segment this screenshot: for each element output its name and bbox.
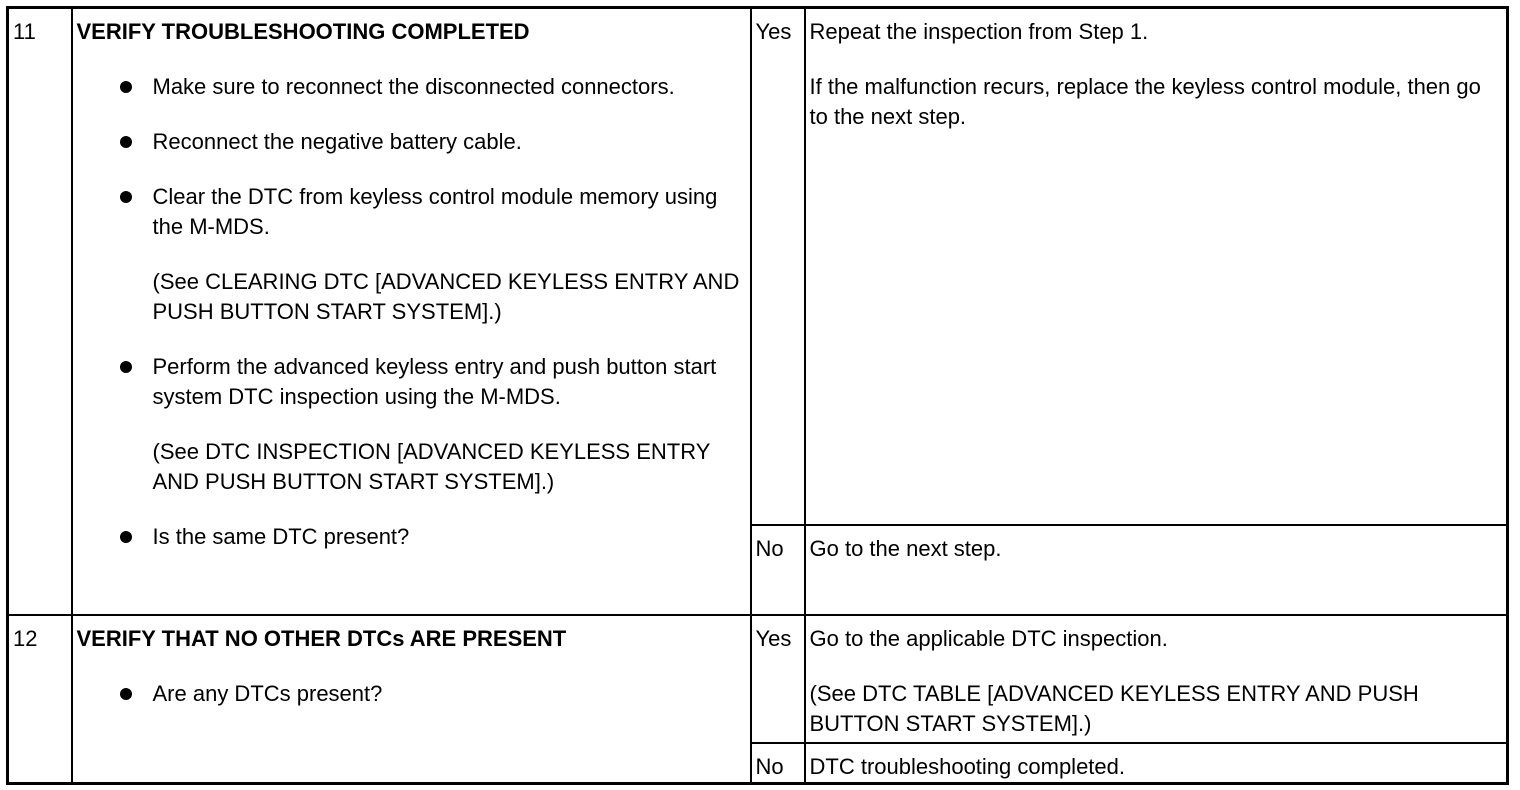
bullet-icon xyxy=(120,361,132,373)
no-action xyxy=(805,525,1508,615)
step-title: VERIFY THAT NO OTHER DTCs ARE PRESENT xyxy=(76,625,567,651)
yes-label: Yes xyxy=(751,615,805,743)
troubleshooting-page xyxy=(6,6,1506,782)
yes-action xyxy=(805,615,1508,743)
inspection-text: Make sure to reconnect the disconnected connectors. xyxy=(152,74,675,99)
troubleshooting-table xyxy=(6,6,1509,785)
inspection-item xyxy=(153,679,746,709)
inspection-text: Clear the DTC from keyless control module memory using the M-MDS. xyxy=(152,184,718,239)
bullet-icon xyxy=(120,81,132,93)
step-row xyxy=(8,8,1508,525)
yes-action xyxy=(805,8,1508,525)
step-number: 12 xyxy=(8,615,72,784)
step-row xyxy=(8,615,1508,743)
step-inspection xyxy=(72,8,751,615)
reference-note: (See DTC INSPECTION [ADVANCED KEYLESS ENTRY AND PUSH BUTTON START SYSTEM].) xyxy=(152,439,710,494)
step-number: 11 xyxy=(8,8,72,615)
action-text: DTC troubleshooting completed. xyxy=(809,753,1125,779)
inspection-item xyxy=(153,182,746,327)
step-title: VERIFY TROUBLESHOOTING COMPLETED xyxy=(76,19,530,44)
action-text: (See DTC TABLE [ADVANCED KEYLESS ENTRY AND PUSH BUTTON START SYSTEM].) xyxy=(809,680,1419,736)
no-action xyxy=(805,743,1508,784)
action-text: Go to the applicable DTC inspection. xyxy=(809,625,1168,651)
no-label: No xyxy=(751,743,805,784)
inspection-text: Is the same DTC present? xyxy=(152,524,410,549)
inspection-list xyxy=(77,72,746,552)
bullet-icon xyxy=(120,531,132,543)
inspection-text: Perform the advanced keyless entry and push button start system DTC inspection using the M-MDS. xyxy=(152,354,717,409)
reference-note: (See CLEARING DTC [ADVANCED KEYLESS ENTRY AND PUSH BUTTON START SYSTEM].) xyxy=(152,269,740,324)
bullet-icon xyxy=(120,191,132,203)
action-text: Repeat the inspection from Step 1. xyxy=(809,19,1149,44)
bullet-icon xyxy=(120,136,132,148)
no-label: No xyxy=(751,525,805,615)
inspection-text: Are any DTCs present? xyxy=(152,680,383,706)
action-text: Go to the next step. xyxy=(809,535,1002,561)
inspection-item xyxy=(153,127,746,157)
bullet-icon xyxy=(120,688,132,700)
action-text: If the malfunction recurs, replace the keyless control module, then go to the next step. xyxy=(809,74,1481,129)
yes-label: Yes xyxy=(751,8,805,525)
step-inspection xyxy=(72,615,751,784)
inspection-text: Reconnect the negative battery cable. xyxy=(152,129,522,154)
inspection-item xyxy=(153,522,746,552)
inspection-list xyxy=(77,679,746,709)
inspection-item xyxy=(153,352,746,497)
inspection-item xyxy=(153,72,746,102)
